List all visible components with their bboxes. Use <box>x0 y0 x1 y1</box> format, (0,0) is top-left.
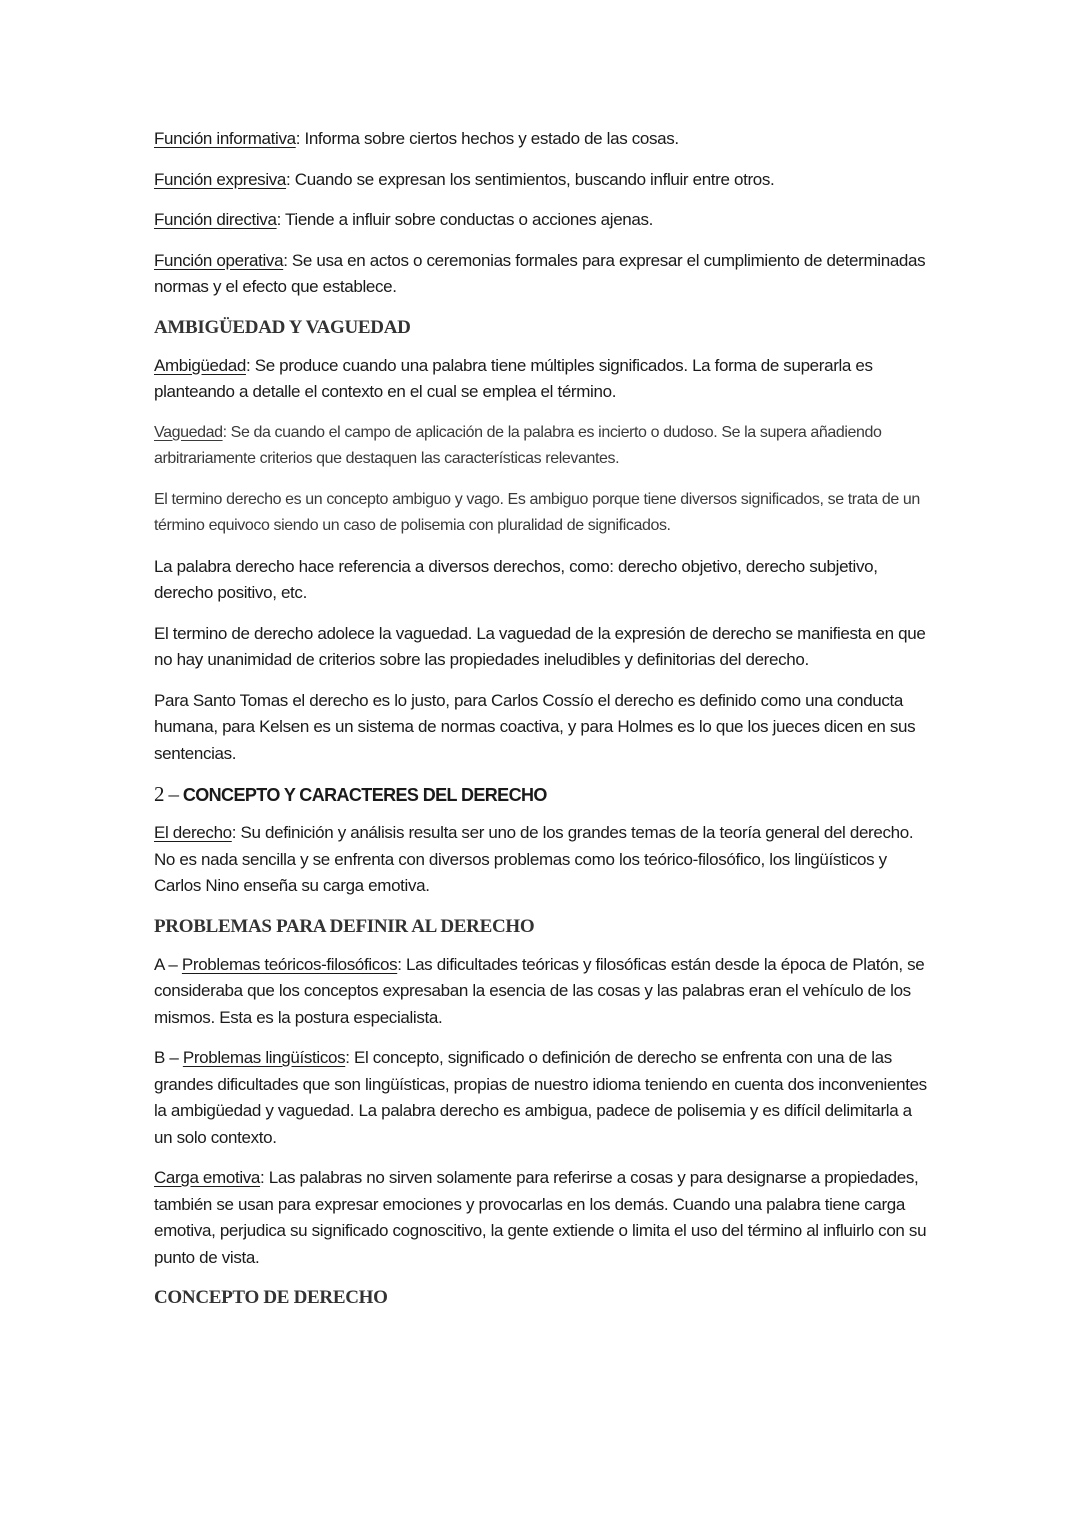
heading-section-2 <box>154 781 934 808</box>
term: Ambigüedad <box>154 355 246 375</box>
problema-b: B – Problemas lingüísticos: El concepto, significado o definición de derecho se enfrenta con una de las grandes dificultades que son lingüísticas, propias de nuestro idioma teniendo en cuenta dos inconvenientes la ambigüedad y vaguedad. La palabra derecho es ambigua, padece de polisemia y es difícil delimitarla a un solo contexto. <box>154 1048 927 1147</box>
term: Problemas teóricos-filosóficos <box>181 954 398 974</box>
paragraph: El termino derecho es un concepto ambiguo y vago. Es ambiguo porque tiene diversos significados, se trata de un término equivoco siendo un caso de polisemia con pluralidad de significados. <box>154 490 920 534</box>
paragraph: El termino de derecho adolece la vaguedad. La vaguedad de la expresión de derecho se manifiesta en que no hay unanimidad de criterios sobre las propiedades ineludibles y definitorias del derecho. <box>154 623 926 669</box>
term: Vaguedad <box>154 423 223 441</box>
funcion-directiva: Función directiva: Tiende a influir sobre conductas o acciones ajenas. <box>154 210 654 229</box>
funcion-informativa: Función informativa: Informa sobre ciertos hechos y estado de las cosas. <box>154 129 679 148</box>
carga-emotiva: Carga emotiva: Las palabras no sirven solamente para referirse a cosas y para designarse a propiedades, también se usan para expresar emociones y provocarlas en los demás. Cuando una palabra tiene carga emotiva, perjudica su significado cognoscitivo, la gente extiende o limita el uso del término al influirlo con su punto de vista. <box>154 1168 927 1267</box>
term: Función informativa <box>154 129 296 148</box>
problema-a: A – Problemas teóricos-filosóficos: Las dificultades teóricas y filosóficas están desde la época de Platón, se consideraba que los conceptos expresaban la esencia de las cosas y las palabras eran el vehículo de los mismos. Esta es la postura especialista. <box>154 954 925 1027</box>
heading-concepto: CONCEPTO DE DERECHO <box>154 1287 388 1308</box>
el-derecho-definition: El derecho: Su definición y análisis resulta ser uno de los grandes temas de la teoría general del derecho. No es nada sencilla y se enfrenta con diversos problemas como los teórico-filosófico, los lingüísticos y Carlos Nino enseña su carga emotiva. <box>154 823 914 895</box>
section-number: 2 – <box>154 782 179 806</box>
term: Función directiva <box>154 210 277 229</box>
document-page <box>154 126 934 1323</box>
term: El derecho <box>154 823 232 842</box>
funcion-operativa: Función operativa: Se usa en actos o ceremonias formales para expresar el cumplimiento de determinadas normas y el efecto que establece. <box>154 250 926 296</box>
paragraph: La palabra derecho hace referencia a diversos derechos, como: derecho objetivo, derecho subjetivo, derecho positivo, etc. <box>154 556 878 602</box>
heading-ambiguedad-vaguedad: AMBIGÜEDAD Y VAGUEDAD <box>154 316 411 338</box>
term: Problemas lingüísticos <box>182 1048 346 1067</box>
term: Función operativa <box>154 250 284 270</box>
ambiguedad-definition: Ambigüedad: Se produce cuando una palabra tiene múltiples significados. La forma de superarla es planteando a detalle el contexto en el cual se emplea el término. <box>154 355 873 401</box>
paragraph: Para Santo Tomas el derecho es lo justo, para Carlos Cossío el derecho es definido como una conducta humana, para Kelsen es un sistema de normas coactiva, y para Holmes es lo que los jueces dicen en sus sentencias. <box>154 690 916 763</box>
section-title: CONCEPTO Y CARACTERES DEL DERECHO <box>182 785 547 805</box>
term: Carga emotiva <box>154 1168 260 1187</box>
vaguedad-definition: Vaguedad: Se da cuando el campo de aplicación de la palabra es incierto o dudoso. Se la supera añadiendo arbitrariamente criterios que destaquen las características relevantes. <box>154 423 882 467</box>
heading-problemas: PROBLEMAS PARA DEFINIR AL DERECHO <box>154 915 535 937</box>
term: Función expresiva <box>154 169 287 189</box>
funcion-expresiva: Función expresiva: Cuando se expresan los sentimientos, buscando influir entre otros. <box>154 169 775 189</box>
